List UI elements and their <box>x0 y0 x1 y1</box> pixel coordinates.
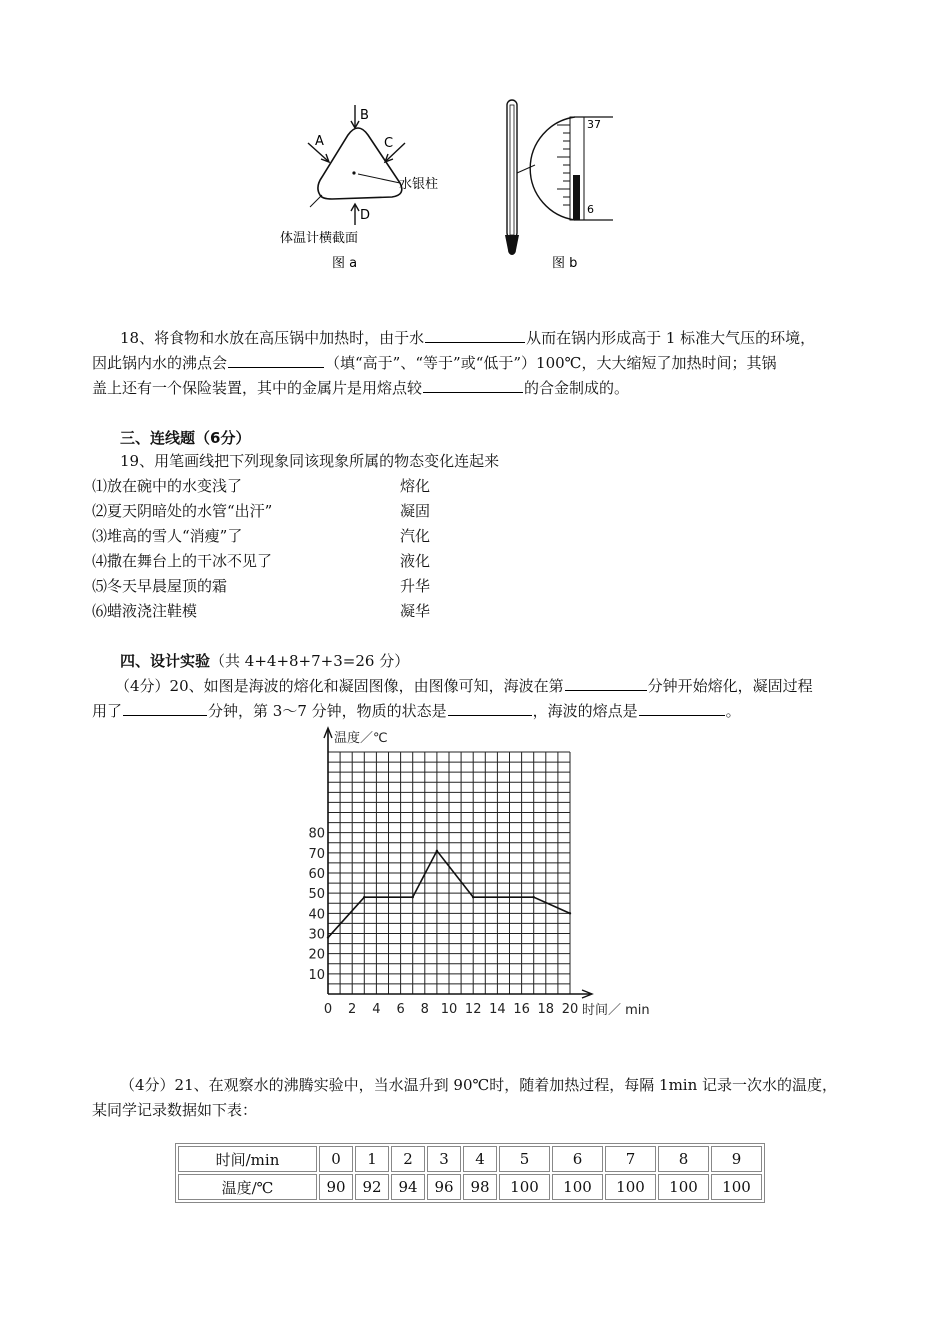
label-c: C <box>384 136 394 151</box>
section4-note: （共 4+4+8+7+3=26 分） <box>210 652 410 670</box>
figure-b-caption: 图 b <box>552 256 578 271</box>
x-tick-label: 10 <box>440 1002 458 1017</box>
x-tick-label: 20 <box>561 1002 579 1017</box>
x-tick-label: 2 <box>348 1002 357 1017</box>
data-point <box>412 896 414 898</box>
q20-line-1 <box>115 673 813 699</box>
temperature-row <box>178 1174 762 1200</box>
melting-curve-chart <box>300 722 670 1027</box>
q18-text-4: （填“高于”、“等于”或“低于”）100℃，大大缩短了加热时间；其锅 <box>325 354 777 372</box>
time-cell: 3 <box>427 1146 461 1172</box>
q18-line-2 <box>92 350 776 376</box>
q18-blank-2[interactable] <box>228 351 324 368</box>
temperature-cell: 100 <box>499 1174 550 1200</box>
state-change-item[interactable]: 液化 <box>400 552 431 570</box>
y-tick-label: 40 <box>308 907 325 923</box>
x-tick-label: 0 <box>323 1002 333 1017</box>
x-tick-label: 14 <box>489 1002 506 1017</box>
q20-text-1: （4分）20、如图是海波的熔化和凝固图像，由图像可知，海波在第 <box>115 677 564 695</box>
q18-text-3: 因此锅内水的沸点会 <box>92 354 228 372</box>
phenomenon-item[interactable]: ⑴放在碗中的水变浅了 <box>92 477 243 495</box>
y-tick-label: 30 <box>308 927 325 943</box>
temperature-cell: 100 <box>552 1174 603 1200</box>
label-a: A <box>315 134 324 149</box>
temperature-cell: 98 <box>463 1174 497 1200</box>
scale-label-top: 37 <box>587 118 601 131</box>
mercury-column-label: 水银柱 <box>399 177 439 192</box>
data-point <box>533 896 535 898</box>
q20-text-6: 。 <box>725 702 741 720</box>
time-cell: 7 <box>605 1146 656 1172</box>
time-cell: 4 <box>463 1146 497 1172</box>
temperature-header: 温度/℃ <box>178 1174 317 1200</box>
label-b: B <box>360 108 369 123</box>
section4-title-line <box>120 648 409 674</box>
y-axis-label: 温度／℃ <box>334 731 388 746</box>
x-tick-label: 12 <box>464 1002 482 1017</box>
q20-blank-3[interactable] <box>448 699 532 716</box>
q18-line-1 <box>120 325 815 351</box>
y-tick-label: 20 <box>308 947 325 963</box>
time-cell: 8 <box>658 1146 709 1172</box>
time-cell: 9 <box>711 1146 762 1172</box>
temperature-cell: 100 <box>658 1174 709 1200</box>
y-tick-label: 80 <box>308 826 325 842</box>
q18-blank-1[interactable] <box>425 326 525 343</box>
q19-prompt: 19、用笔画线把下列现象同该现象所属的物态变化连起来 <box>120 452 500 470</box>
q21-line-2: 某同学记录数据如下表： <box>92 1101 258 1119</box>
phenomenon-item[interactable]: ⑷撒在舞台上的干冰不见了 <box>92 552 273 570</box>
temperature-cell: 92 <box>355 1174 389 1200</box>
q20-text-5: ，海波的熔点是 <box>532 702 638 720</box>
q18-text-6: 的合金制成的。 <box>524 379 630 397</box>
y-tick-label: 50 <box>308 887 325 903</box>
cross-section-caption: 体温计横截面 <box>280 231 359 246</box>
section3-title: 三、连线题（6分） <box>120 429 251 447</box>
data-point <box>327 936 329 938</box>
temperature-cell: 94 <box>391 1174 425 1200</box>
x-axis-label: 时间／ min <box>582 1003 650 1018</box>
state-change-item[interactable]: 升华 <box>400 577 431 595</box>
phenomenon-item[interactable]: ⑸冬天早晨屋顶的霜 <box>92 577 228 595</box>
y-tick-label: 60 <box>308 867 325 882</box>
state-change-item[interactable]: 汽化 <box>400 527 431 545</box>
temperature-cell: 90 <box>319 1174 353 1200</box>
time-row <box>178 1146 762 1172</box>
figure-a-caption: 图 a <box>332 256 358 271</box>
data-point <box>569 912 571 914</box>
x-tick-label: 4 <box>372 1002 381 1017</box>
time-header: 时间/min <box>178 1146 317 1172</box>
q20-text-4: 分钟，第 3～7 分钟，物质的状态是 <box>208 702 447 720</box>
time-cell: 1 <box>355 1146 389 1172</box>
q18-text-1: 18、将食物和水放在高压锅中加热时，由于水 <box>120 329 425 347</box>
temperature-cell: 100 <box>711 1174 762 1200</box>
data-point <box>436 850 438 852</box>
label-d: D <box>360 208 371 223</box>
thermometer-cross-section-figure <box>280 95 470 275</box>
section4-title: 四、设计实验 <box>120 652 211 670</box>
x-tick-label: 6 <box>396 1002 405 1017</box>
y-tick-label: 70 <box>308 846 325 862</box>
state-change-item[interactable]: 熔化 <box>400 477 431 495</box>
x-tick-label: 8 <box>420 1002 429 1017</box>
time-cell: 6 <box>552 1146 603 1172</box>
time-cell: 5 <box>499 1146 550 1172</box>
phenomenon-item[interactable]: ⑶堆高的雪人“消瘦”了 <box>92 527 243 545</box>
data-point <box>363 896 365 898</box>
boiling-data-table <box>175 1143 765 1203</box>
q20-blank-2[interactable] <box>123 699 207 716</box>
q18-text-5: 盖上还有一个保险装置，其中的金属片是用熔点较 <box>92 379 423 397</box>
q20-text-2: 分钟开始熔化，凝固过程 <box>647 677 813 695</box>
time-cell: 2 <box>391 1146 425 1172</box>
phenomenon-item[interactable]: ⑵夏天阴暗处的水管“出汗” <box>92 502 273 520</box>
q21-line-1: （4分）21、在观察水的沸腾实验中，当水温升到 90℃时，随着加热过程，每隔 1min 记录一次水的温度， <box>120 1076 838 1094</box>
state-change-item[interactable]: 凝固 <box>400 502 431 520</box>
q20-text-3: 用了 <box>92 702 123 720</box>
q18-line-3 <box>92 375 629 401</box>
data-point <box>472 896 474 898</box>
q20-blank-4[interactable] <box>639 699 725 716</box>
state-change-item[interactable]: 凝华 <box>400 602 431 620</box>
x-tick-label: 18 <box>537 1002 555 1017</box>
x-tick-label: 16 <box>513 1002 530 1017</box>
q20-line-2 <box>92 698 741 724</box>
q20-blank-1[interactable] <box>565 674 647 691</box>
y-tick-label: 10 <box>308 967 325 983</box>
q18-text-2: 从而在锅内形成高于 1 标准大气压的环境， <box>526 329 816 347</box>
time-cell: 0 <box>319 1146 353 1172</box>
temperature-cell: 100 <box>605 1174 656 1200</box>
temperature-cell: 96 <box>427 1174 461 1200</box>
thermometer-scale-figure <box>495 95 620 275</box>
q18-blank-3[interactable] <box>423 376 523 393</box>
scale-label-bottom: 6 <box>587 203 594 216</box>
phenomenon-item[interactable]: ⑹蜡液浇注鞋模 <box>92 602 198 620</box>
